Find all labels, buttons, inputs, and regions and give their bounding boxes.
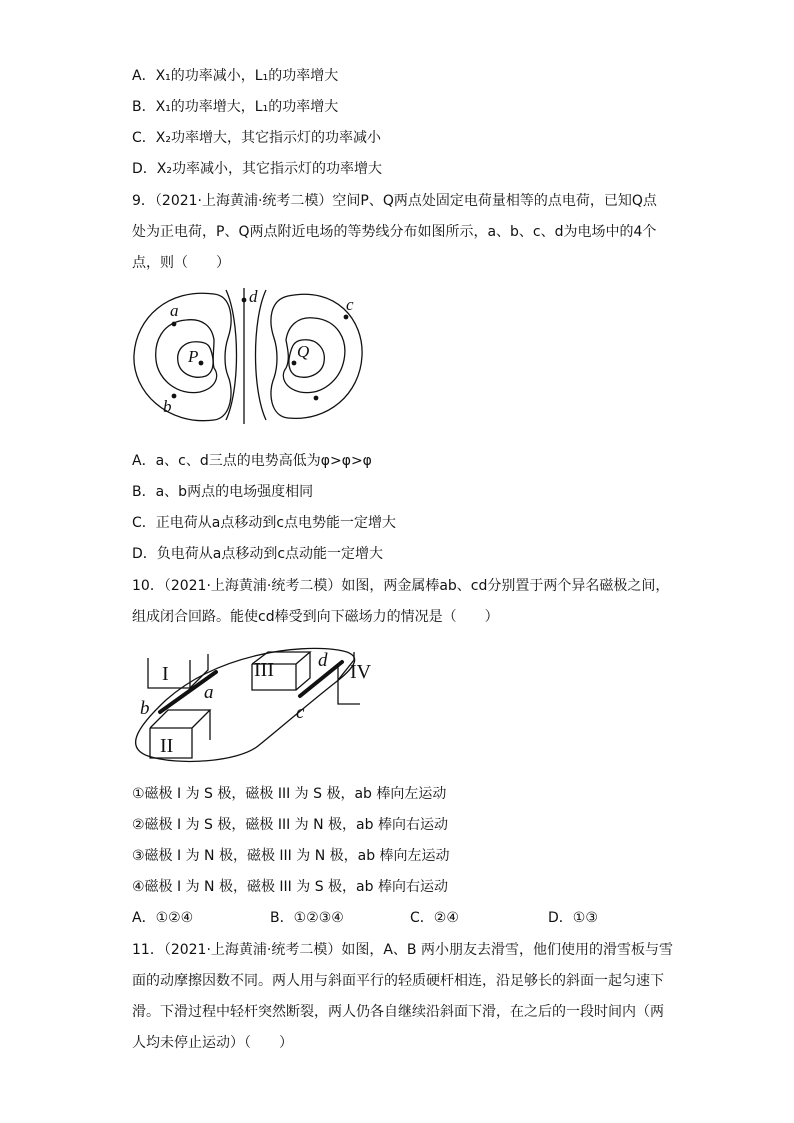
label-d: d [249,287,258,306]
point-d-dot [242,298,247,303]
q11-stem-line-2: 面的动摩擦因数不同。两人用与斜面平行的轻质硬杆相连，沿足够长的斜面一起匀速下 [132,973,664,989]
magnet-i-label: I [162,663,169,685]
q9-equipotential-figure [128,280,378,430]
q11-stem-line-4: 人均未停止运动）（ ） [132,1035,293,1051]
label-b: b [163,397,172,416]
p-middle-contour [156,320,217,393]
q8-option-a: A．X₁的功率减小，L₁的功率增大 [132,68,339,84]
label-p: P [188,347,199,366]
magnet-iii-label: III [254,659,274,681]
point-q-dot [292,361,297,366]
q9-option-a: A．a、c、d三点的电势高低为φ>φ>φ [132,453,372,469]
q9-option-c: C．正电荷从a点移动到c点电势能一定增大 [132,515,397,531]
q10-statement-3: ③磁极 I 为 N 极，磁极 III 为 N 极，ab 棒向左运动 [132,848,450,864]
q8-option-b: B．X₁的功率增大，L₁的功率增大 [132,99,339,115]
q9-option-b: B．a、b两点的电场强度相同 [132,484,314,500]
rod-label-d: d [318,650,328,671]
q10-statement-4: ④磁极 I 为 N 极，磁极 III 为 S 极，ab 棒向右运动 [132,879,448,895]
q11-stem-line-1: 11．（2021·上海黄浦·统考二模）如图，A、B 两小朋友去滑雪，他们使用的滑雪板与雪 [132,942,673,958]
q9-stem-line-3: 点，则（ ） [132,255,230,271]
q10-option-a: A．①②④ [132,910,194,926]
middle-right-contour [256,290,267,420]
point-p-dot [199,361,204,366]
q10-statement-2: ②磁极 I 为 S 极，磁极 III 为 N 极，ab 棒向右运动 [132,817,448,833]
rod-label-b: b [140,698,150,719]
q-middle-contour [283,318,345,393]
q10-stem-line-1: 10．（2021·上海黄浦·统考二模）如图，两金属棒ab、cd分别置于两个异名磁极之间， [132,578,670,594]
q9-stem-line-2: 处为正电荷，P、Q两点附近电场的等势线分布如图所示，a、b、c、d为电场中的4个 [132,224,657,240]
q10-magnet-figure [128,642,388,770]
middle-left-contour [226,290,237,420]
magnet-ii-label: II [160,735,174,757]
q8-option-c: C．X₂功率增大，其它指示灯的功率减小 [132,130,381,146]
point-c-dot [344,315,349,320]
q9-option-d: D．负电荷从a点移动到c点动能一定增大 [132,546,384,562]
q10-stem-line-2: 组成闭合回路。能使cd棒受到向下磁场力的情况是（ ） [132,609,499,625]
p-outer-contour [134,293,231,420]
q10-statement-1: ①磁极 I 为 S 极，磁极 III 为 S 极，ab 棒向左运动 [132,786,447,802]
rod-label-a: a [204,682,214,703]
label-c: c [346,295,354,314]
q9-stem-line-1: 9．（2021·上海黄浦·统考二模）空间P、Q两点处固定电荷量相等的点电荷，已知Q点 [132,193,657,209]
label-a: a [170,301,179,320]
q10-option-d: D．①③ [548,910,598,926]
q10-option-b: B．①②③④ [270,910,344,926]
label-q: Q [297,342,310,361]
magnet-ii [150,710,210,758]
q11-stem-line-3: 滑。下滑过程中轻杆突然断裂，两人仍各自继续沿斜面下滑，在之后的一段时间内（两 [132,1004,664,1020]
q10-option-c: C．②④ [410,910,459,926]
point-bottom-dot [314,396,319,401]
q8-option-d: D．X₂功率减小，其它指示灯的功率增大 [132,161,382,177]
point-b-dot [172,394,177,399]
rod-label-c: c [296,702,305,723]
point-a-dot [172,322,177,327]
magnet-iv-label: IV [350,661,372,683]
